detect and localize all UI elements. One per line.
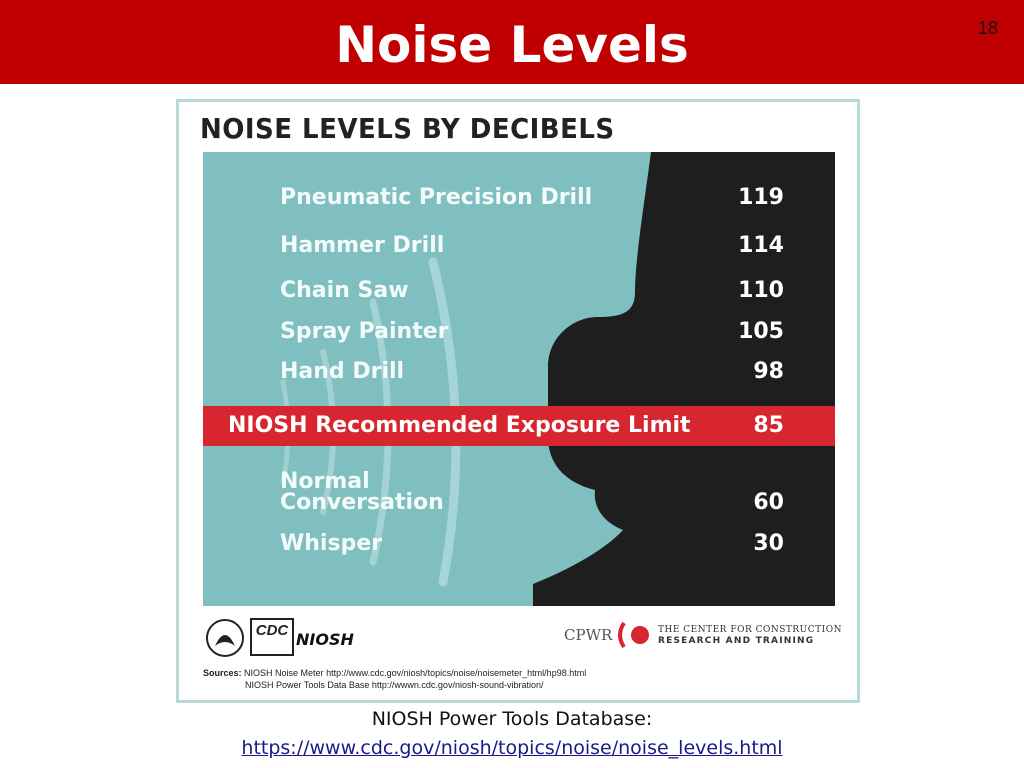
panel-heading: NOISE LEVELS BY DECIBELS [200, 112, 615, 145]
row-label: Conversation [280, 490, 444, 515]
cpwr-name-line1: THE CENTER FOR CONSTRUCTION [658, 625, 842, 635]
source-url: http://wwwn.cdc.gov/niosh-sound-vibration/ [371, 680, 544, 690]
exposure-limit-value: 85 [753, 413, 784, 438]
row-value: 119 [738, 185, 784, 210]
row-value: 98 [753, 359, 784, 384]
row-label: Chain Saw [280, 278, 409, 303]
row-value: 110 [738, 278, 784, 303]
cpwr-mark-icon [614, 620, 654, 650]
slide-number: 18 [977, 18, 998, 38]
source-name: NIOSH Noise Meter [244, 668, 324, 678]
row-label: Normal [280, 469, 370, 494]
row-value: 105 [738, 319, 784, 344]
cpwr-logo: CPWR [564, 626, 613, 644]
noise-levels-link[interactable]: https://www.cdc.gov/niosh/topics/noise/noise_levels.html [241, 737, 783, 759]
row-label: Hammer Drill [280, 233, 445, 258]
row-label: Hand Drill [280, 359, 405, 384]
cdc-logo: CDC [250, 618, 294, 656]
row-label: Whisper [280, 531, 383, 556]
row-value: 60 [753, 490, 784, 515]
row-value: 114 [738, 233, 784, 258]
caption-link-row [0, 737, 1024, 759]
sources-block [203, 667, 586, 691]
source-url: http://www.cdc.gov/niosh/topics/noise/noisemeter_html/hp98.html [326, 668, 587, 678]
row-label: Spray Painter [280, 319, 449, 344]
slide-title: Noise Levels [335, 16, 689, 74]
caption-text: NIOSH Power Tools Database: [371, 708, 653, 730]
row-value: 30 [753, 531, 784, 556]
sources-label: Sources: [203, 668, 242, 678]
exposure-limit-label: NIOSH Recommended Exposure Limit [228, 413, 691, 438]
hhs-eagle-logo [205, 616, 245, 660]
cpwr-name-line2: RESEARCH AND TRAINING [658, 636, 815, 646]
niosh-logo: NIOSH [296, 630, 354, 649]
row-label: Pneumatic Precision Drill [280, 185, 593, 210]
source-name: NIOSH Power Tools Data Base [245, 680, 370, 690]
